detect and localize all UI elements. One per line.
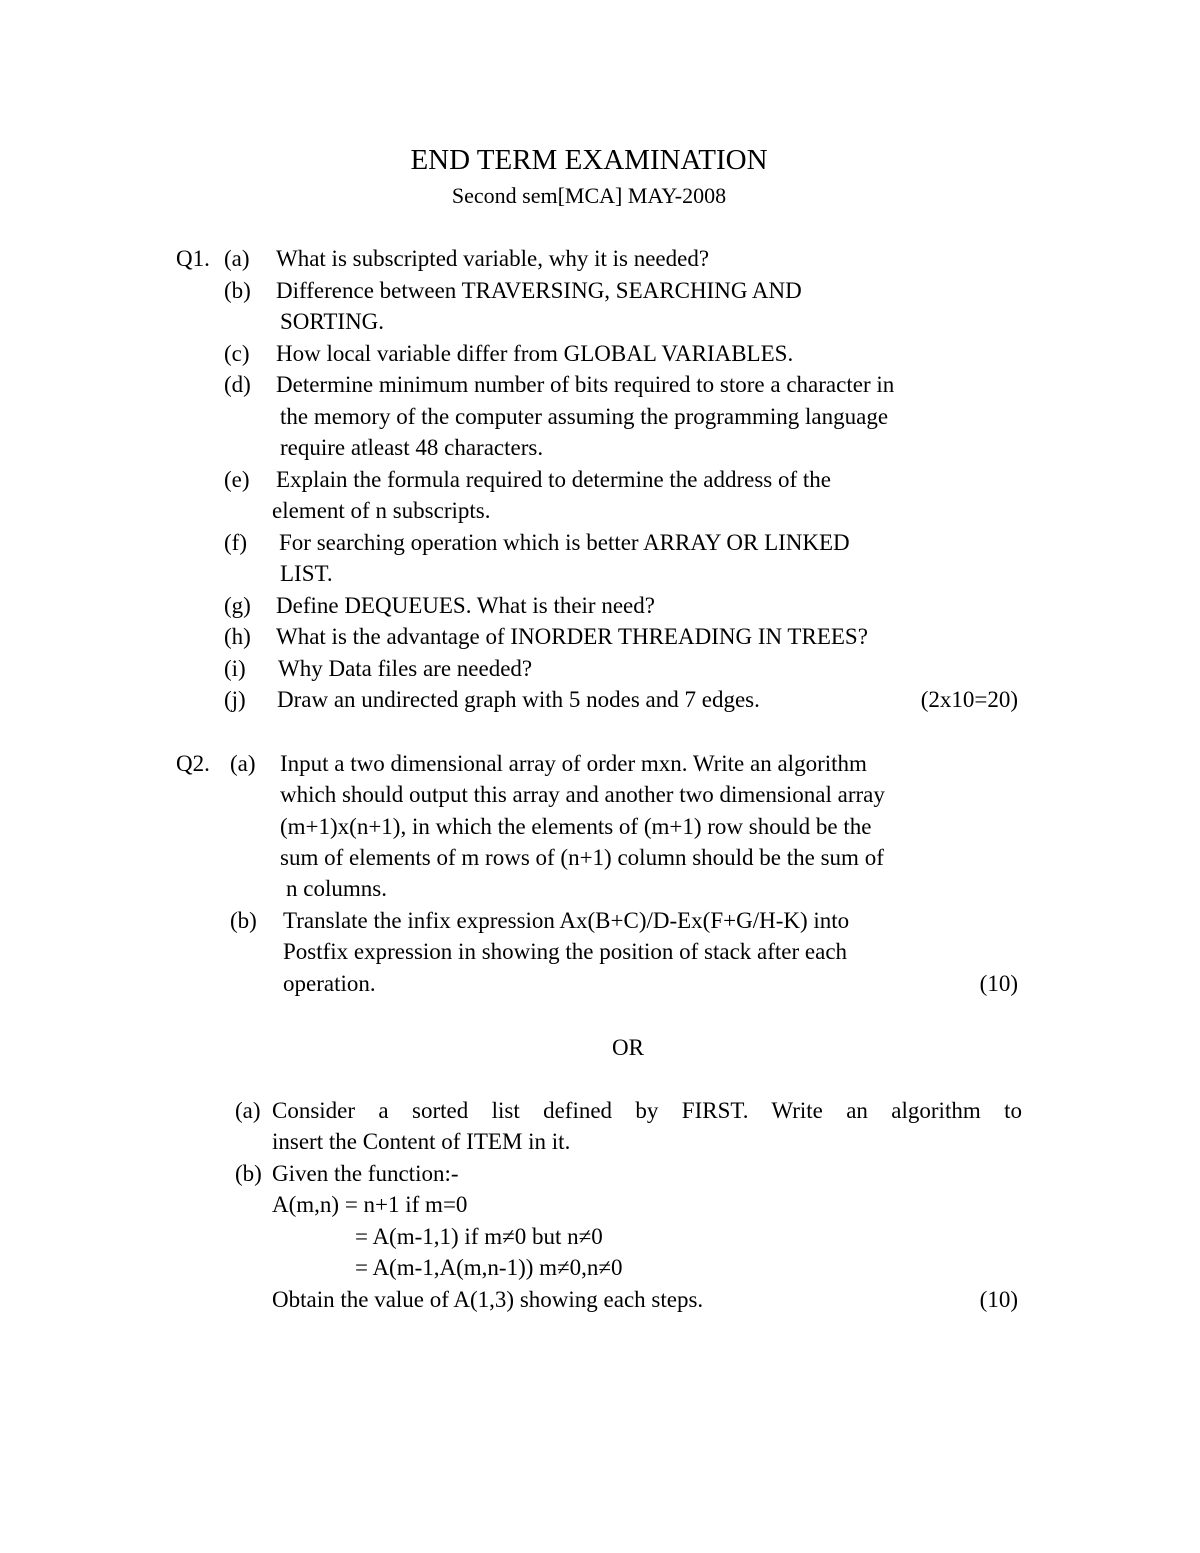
- part-text: Given the function:-: [272, 1161, 459, 1186]
- part-text: operation.: [283, 971, 376, 996]
- part-label: (a): [230, 751, 256, 776]
- part-text: Obtain the value of A(1,3) showing each steps.: [272, 1287, 704, 1312]
- part-text: How local variable differ from GLOBAL VARIABLES.: [276, 341, 794, 366]
- part-text: Difference between TRAVERSING, SEARCHING AND: [276, 278, 802, 303]
- part-text: Determine minimum number of bits required to store a character in: [276, 372, 895, 397]
- part-text: (m+1)x(n+1), in which the elements of (m+1) row should be the: [280, 814, 872, 839]
- part-label: (a): [235, 1098, 261, 1123]
- part-text: What is subscripted variable, why it is needed?: [276, 246, 710, 271]
- part-label: (i): [224, 656, 246, 681]
- part-text: insert the Content of ITEM in it.: [272, 1129, 571, 1154]
- part-label: (d): [224, 372, 251, 397]
- function-definition: = A(m-1,1) if m≠0 but n≠0: [355, 1224, 603, 1249]
- part-text: the memory of the computer assuming the programming language: [280, 404, 889, 429]
- exam-subtitle: Second sem[MCA] MAY-2008: [451, 183, 727, 208]
- part-text: require atleast 48 characters.: [280, 435, 544, 460]
- part-label: (h): [224, 624, 251, 649]
- part-text: Why Data files are needed?: [278, 656, 533, 681]
- marks: (10): [979, 971, 1018, 996]
- marks: (10): [979, 1287, 1018, 1312]
- part-label: (f): [224, 530, 247, 555]
- part-text: What is the advantage of INORDER THREADING IN TREES?: [276, 624, 868, 649]
- part-label: (b): [235, 1161, 262, 1186]
- part-text: SORTING.: [280, 309, 385, 334]
- part-text: n columns.: [286, 876, 387, 901]
- exam-title: END TERM EXAMINATION: [410, 144, 768, 176]
- part-text: which should output this array and another two dimensional array: [280, 782, 885, 807]
- part-text: For searching operation which is better ARRAY OR LINKED: [279, 530, 850, 555]
- part-text: Translate the infix expression Ax(B+C)/D-Ex(F+G/H-K) into: [283, 908, 850, 933]
- part-text: Define DEQUEUES. What is their need?: [276, 593, 655, 618]
- function-definition: = A(m-1,A(m,n-1)) m≠0,n≠0: [355, 1255, 623, 1280]
- part-label: (b): [230, 908, 257, 933]
- part-text: Postfix expression in showing the position of stack after each: [283, 939, 848, 964]
- part-label: (e): [224, 467, 250, 492]
- question-number: Q2.: [176, 751, 210, 776]
- function-definition: A(m,n) = n+1 if m=0: [272, 1192, 468, 1217]
- part-label: (c): [224, 341, 250, 366]
- part-text: Draw an undirected graph with 5 nodes and 7 edges.: [277, 687, 760, 712]
- part-text: element of n subscripts.: [272, 498, 491, 523]
- part-text: Explain the formula required to determine the address of the: [276, 467, 831, 492]
- part-label: (a): [224, 246, 250, 271]
- part-text: Consider a sorted list defined by FIRST. Write an algorithm to: [272, 1098, 1022, 1123]
- marks: (2x10=20): [920, 687, 1018, 712]
- part-text: sum of elements of m rows of (n+1) column should be the sum of: [280, 845, 884, 870]
- part-text: Input a two dimensional array of order mxn. Write an algorithm: [280, 751, 867, 776]
- or-separator: OR: [612, 1035, 644, 1060]
- part-label: (j): [224, 687, 246, 712]
- part-text: LIST.: [280, 561, 333, 586]
- part-label: (b): [224, 278, 251, 303]
- part-label: (g): [224, 593, 251, 618]
- question-number: Q1.: [176, 246, 210, 271]
